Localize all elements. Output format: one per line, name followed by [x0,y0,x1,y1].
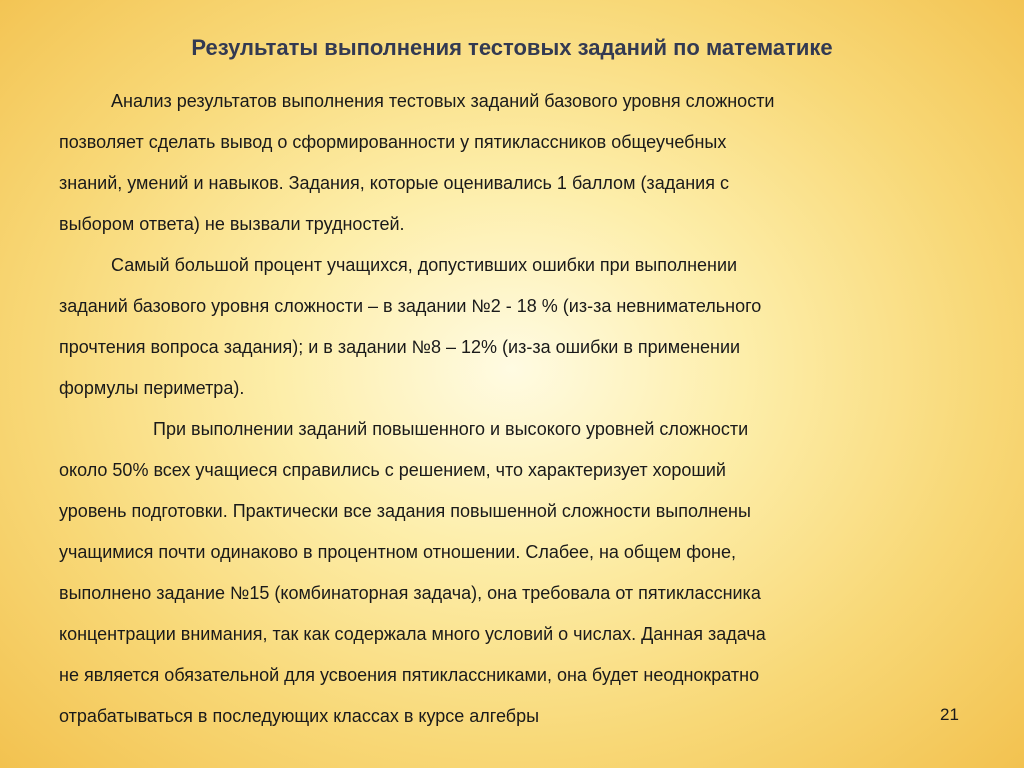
text-line: концентрации внимания, так как содержала много условий о числах. Данная задача [59,624,766,644]
slide-title: Результаты выполнения тестовых заданий по математике [191,35,833,60]
paragraph-basic-level-analysis [59,81,964,245]
slide-body [59,81,964,737]
paragraph-error-percentage [59,245,964,409]
text-line: Самый большой процент учащихся, допустивших ошибки при выполнении [111,255,738,275]
text-line: позволяет сделать вывод о сформированности у пятиклассников общеучебных [59,132,727,152]
text-line: Анализ результатов выполнения тестовых заданий базового уровня сложности [111,91,775,111]
text-line: уровень подготовки. Практически все задания повышенной сложности выполнены [59,501,751,521]
text-line: формулы периметра). [59,378,245,398]
paragraph-advanced-level-results [59,409,964,737]
text-line: При выполнении заданий повышенного и высокого уровней сложности [153,419,749,439]
text-line: отрабатываться в последующих классах в курсе алгебры [59,706,540,726]
page-number: 21 [940,705,959,724]
text-line: учащимися почти одинаково в процентном отношении. Слабее, на общем фоне, [59,542,737,562]
text-line: около 50% всех учащиеся справились с решением, что характеризует хороший [59,460,726,480]
text-line: выбором ответа) не вызвали трудностей. [59,214,405,234]
text-line: заданий базового уровня сложности – в задании №2 - 18 % (из-за невнимательного [59,296,762,316]
text-line: не является обязательной для усвоения пятиклассниками, она будет неоднократно [59,665,760,685]
text-line: знаний, умений и навыков. Задания, которые оценивались 1 баллом (задания с [59,173,729,193]
text-line: выполнено задание №15 (комбинаторная задача), она требовала от пятиклассника [59,583,761,603]
text-line: прочтения вопроса задания); и в задании №8 – 12% (из-за ошибки в применении [59,337,741,357]
